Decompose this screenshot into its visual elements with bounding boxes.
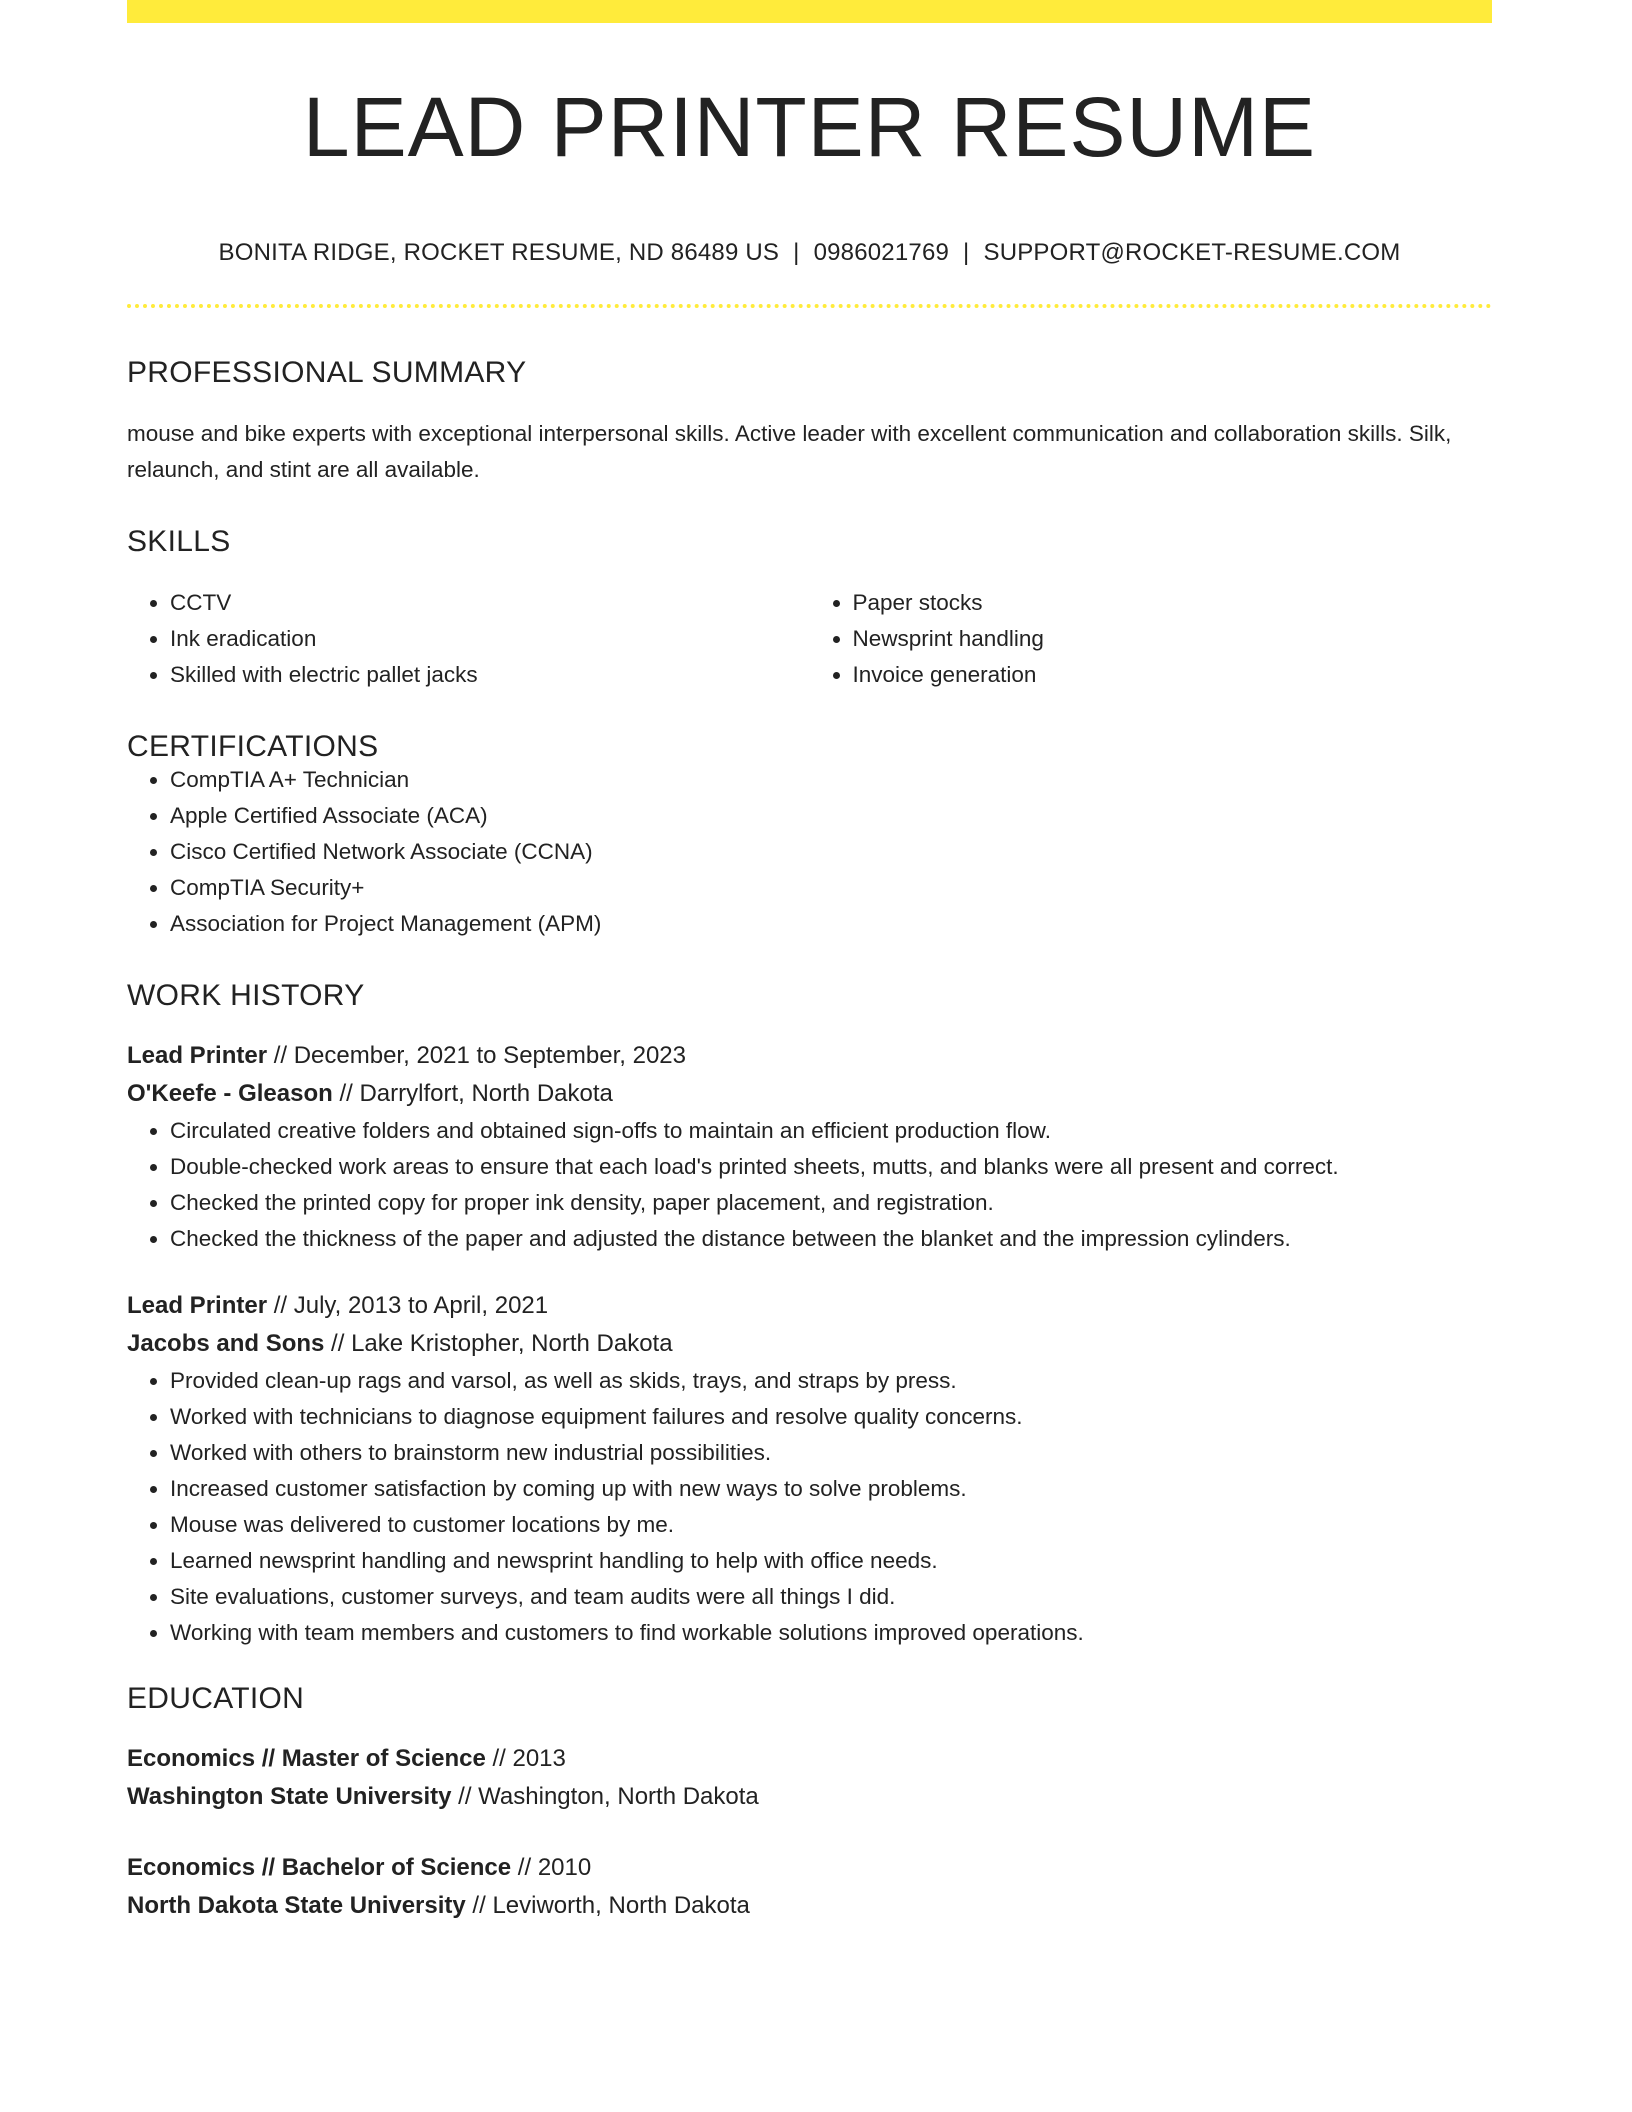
summary-heading: PROFESSIONAL SUMMARY: [127, 356, 527, 389]
phone: 0986021769: [813, 239, 950, 266]
job-2-duties: [127, 1363, 1492, 1651]
list-item: • Site evaluations, customer surveys, and team audits were all things I did.: [170, 1579, 1492, 1615]
job-company: Jacobs and Sons: [127, 1330, 325, 1357]
certifications-heading: CERTIFICATIONS: [127, 730, 379, 763]
list-item: • Invoice generation: [853, 657, 1493, 693]
separator: |: [793, 239, 800, 266]
education-entry-1: [127, 1740, 1492, 1816]
job-company-line: [127, 1075, 1492, 1113]
list-item: • Checked the printed copy for proper ink density, paper placement, and registration.: [170, 1185, 1492, 1221]
list-item: • CompTIA Security+: [170, 870, 1492, 906]
email-link[interactable]: SUPPORT@ROCKET-RESUME.COM: [983, 239, 1401, 266]
list-item: • Worked with others to brainstorm new industrial possibilities.: [170, 1435, 1492, 1471]
resume-title: LEAD PRINTER RESUME: [302, 80, 1317, 174]
resume-page: [127, 0, 1492, 1925]
list-item: • Checked the thickness of the paper and adjusted the distance between the blanket and the impression cylinders.: [170, 1221, 1492, 1257]
list-item: • Mouse was delivered to customer locations by me.: [170, 1507, 1492, 1543]
work-history-heading: WORK HISTORY: [127, 979, 365, 1012]
job-location: // Darrylfort, North Dakota: [332, 1080, 613, 1107]
list-item: • Association for Project Management (APM): [170, 906, 1492, 942]
list-item: • CompTIA A+ Technician: [170, 762, 1492, 798]
dotted-divider: [127, 304, 1492, 308]
job-title-line: [127, 1037, 1492, 1075]
skills-left-list: [127, 585, 810, 693]
degree: Economics // Bachelor of Science: [127, 1854, 512, 1881]
degree-year: // 2013: [485, 1745, 566, 1772]
summary-text: mouse and bike experts with exceptional interpersonal skills. Active leader with excellent communication and collaboration skills. Silk, relaunch, and stint are all available.: [127, 421, 1452, 482]
school-line: [127, 1887, 1492, 1925]
list-item: • Apple Certified Associate (ACA): [170, 798, 1492, 834]
separator: |: [963, 239, 970, 266]
skills-heading: SKILLS: [127, 525, 231, 558]
list-item: • Circulated creative folders and obtained sign-offs to maintain an efficient production flow.: [170, 1113, 1492, 1149]
school-line: [127, 1778, 1492, 1816]
job-dates: // December, 2021 to September, 2023: [267, 1042, 686, 1069]
job-company-line: [127, 1325, 1492, 1363]
job-role: Lead Printer: [127, 1042, 268, 1069]
job-1-duties: [127, 1113, 1492, 1257]
degree-line: [127, 1849, 1492, 1887]
degree: Economics // Master of Science: [127, 1745, 486, 1772]
list-item: • Paper stocks: [853, 585, 1493, 621]
education-entry-2: [127, 1849, 1492, 1925]
job-dates: // July, 2013 to April, 2021: [267, 1292, 549, 1319]
job-entry-1: [127, 1037, 1492, 1113]
list-item: • CCTV: [170, 585, 810, 621]
school: North Dakota State University: [127, 1892, 466, 1919]
job-role: Lead Printer: [127, 1292, 268, 1319]
school-location: // Leviworth, North Dakota: [465, 1892, 750, 1919]
list-item: • Double-checked work areas to ensure that each load's printed sheets, mutts, and blanks were all present and correct.: [170, 1149, 1492, 1185]
list-item: • Worked with technicians to diagnose equipment failures and resolve quality concerns.: [170, 1399, 1492, 1435]
list-item: • Cisco Certified Network Associate (CCNA): [170, 834, 1492, 870]
contact-line: [127, 239, 1492, 267]
skills-right-list: [810, 585, 1493, 693]
accent-bar: [127, 0, 1492, 23]
degree-year: // 2010: [511, 1854, 592, 1881]
job-company: O'Keefe - Gleason: [127, 1080, 333, 1107]
address: BONITA RIDGE, ROCKET RESUME, ND 86489 US: [218, 239, 780, 266]
list-item: • Newsprint handling: [853, 621, 1493, 657]
school-location: // Washington, North Dakota: [451, 1783, 759, 1810]
job-title-line: [127, 1287, 1492, 1325]
job-location: // Lake Kristopher, North Dakota: [324, 1330, 673, 1357]
list-item: • Increased customer satisfaction by coming up with new ways to solve problems.: [170, 1471, 1492, 1507]
certifications-list: [127, 762, 1492, 942]
list-item: • Ink eradication: [170, 621, 810, 657]
list-item: • Skilled with electric pallet jacks: [170, 657, 810, 693]
education-heading: EDUCATION: [127, 1682, 305, 1715]
list-item: • Working with team members and customers to find workable solutions improved operations.: [170, 1615, 1492, 1651]
list-item: • Learned newsprint handling and newsprint handling to help with office needs.: [170, 1543, 1492, 1579]
job-entry-2: [127, 1287, 1492, 1363]
list-item: • Provided clean-up rags and varsol, as well as skids, trays, and straps by press.: [170, 1363, 1492, 1399]
degree-line: [127, 1740, 1492, 1778]
school: Washington State University: [127, 1783, 452, 1810]
skills-columns: [127, 585, 1492, 693]
